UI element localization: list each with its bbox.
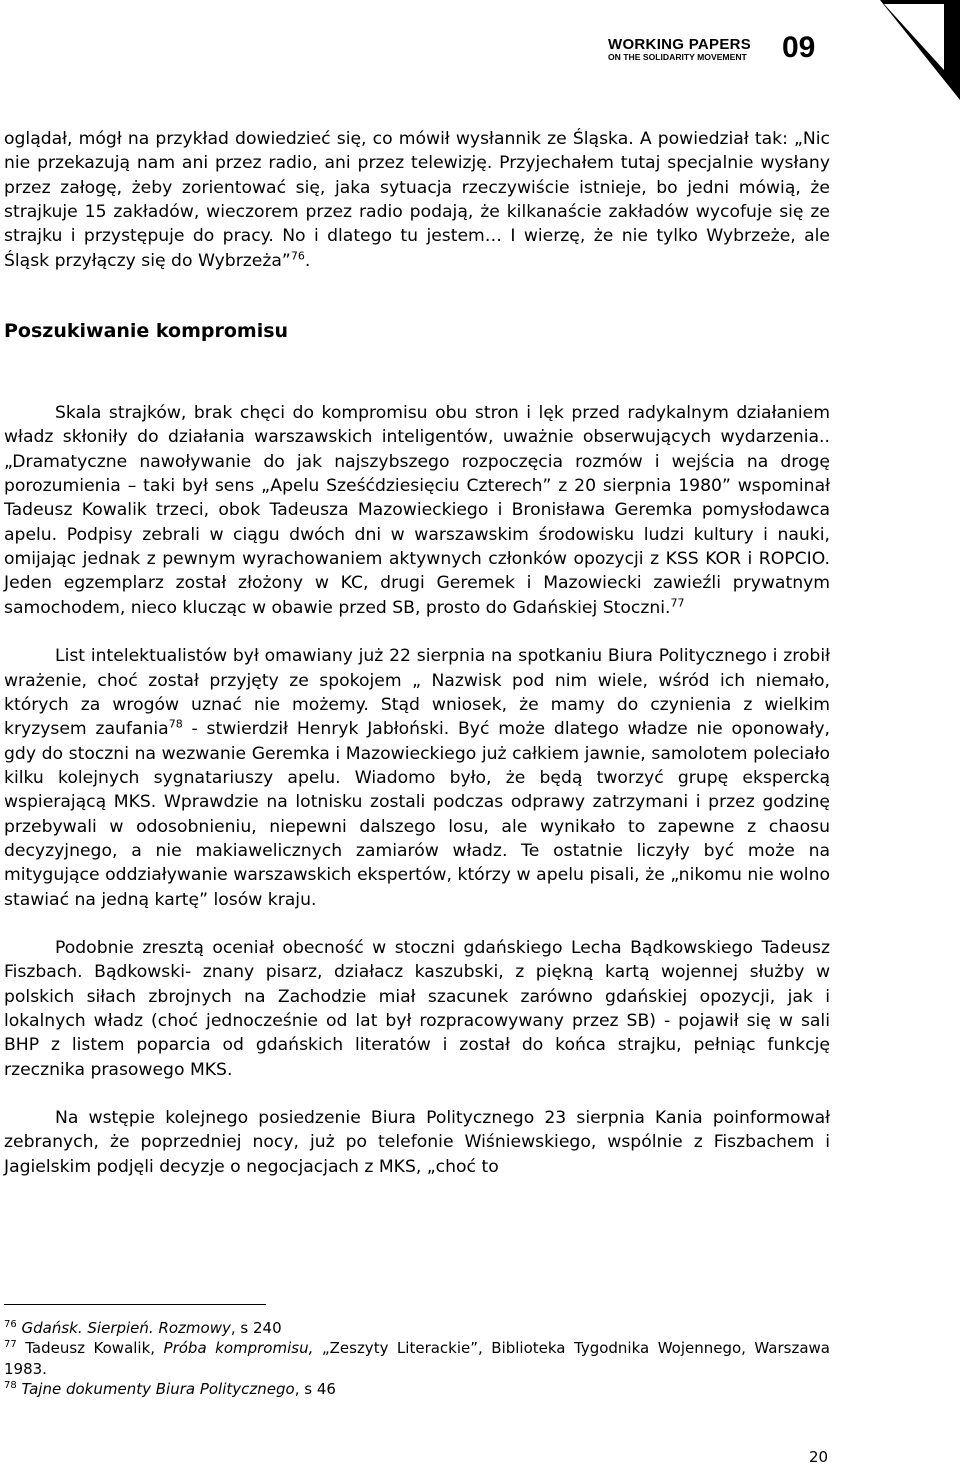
footnote-text: , s 46	[294, 1379, 336, 1398]
footnote-text: „Zeszyty Literackie”, Biblioteka Tygodnika Wojennego, Warszawa 1983.	[4, 1339, 830, 1378]
footnote-number: 77	[4, 1339, 17, 1351]
page-body	[4, 127, 830, 1179]
footnote-ref-78[interactable]: 78	[168, 717, 183, 731]
paragraph-text: oglądał, mógł na przykład dowiedzieć się, co mówił wysłannik ze Śląska. A powiedział tak: „Nic nie przekazują nam ani przez radio, ani przez telewizję. Przyjechałem tutaj specjalnie wysłany przez załogę, żeby zorientować się, jaka sytuacja rzeczywiście istnieje, bo jedni mówią, że strajkuje 15 zakładów, wieczorem przez radio podają, że kilkanaście zakładów wycofuje się ze strajku i przystępuje do pracy. No i dlatego tu jestem… I wierzę, że nie tylko Wybrzeże, ale Śląsk przyłączy się do Wybrzeża”	[4, 129, 830, 271]
footnote-number: 76	[4, 1319, 17, 1330]
footnotes	[4, 1318, 830, 1399]
footnote-78	[4, 1379, 830, 1399]
paragraph-text: List intelektualistów był omawiany już 22 sierpnia na spotkaniu Biura Politycznego i zrobił wrażenie, choć został przyjęty ze spokojem „ Nazwisk pod nim wiele, wśród ich niemało, których za wrogów uznać nie możemy. Stąd wniosek, że mamy do czynienia z wielkim kryzysem zaufania	[4, 646, 830, 740]
corner-triangle-icon	[880, 0, 960, 100]
paragraph: Podobnie zresztą oceniał obecność w stoczni gdańskiego Lecha Bądkowskiego Tadeusz Fiszbach. Bądkowski- znany pisarz, działacz kaszubski, z piękną kartą wojennej służby w polskich siłach zbrojnych na Zachodzie miał szacunek zarówno gdańskiej opozycji, jak i lokalnych władz (choć jednocześnie od lat był rozpracowywany przez SB) - pojawił się w sali BHP z listem poparcia od gdańskich literatów i został do końca strajku, pełniąc funkcję rzecznika prasowego MKS.	[4, 937, 830, 1080]
footnote-title: Tajne dokumenty Biura Politycznego	[21, 1379, 295, 1398]
footnote-text: Tadeusz Kowalik,	[25, 1339, 164, 1358]
paragraph-text: Skala strajków, brak chęci do kompromisu obu stron i lęk przed radykalnym działaniem władz skłoniły do działania warszawskich inteligentów, uważnie obserwujących wydarzenia.. „Dramatyczne nawoływanie do jak najszybszego rozpoczęcia rozmów i wejścia na drogę porozumienia – taki był sens „Apelu Sześćdziesięciu Czterech” z 20 sierpnia 1980” wspominał Tadeusz Kowalik trzeci, obok Tadeusza Mazowieckiego i Bronisława Geremka pomysłodawca apelu. Podpisy zebrali w ciągu dwóch dni w warszawskim środowisku ludzi kultury i nauki, omijając jednak z pewnym wyrachowaniem aktywnych członków opozycji z KSS KOR i ROPCIO. Jeden egzemplarz został złożony w KC, drugi Geremek i Mazowiecki zawieźli prywatnym samochodem, nieco klucząc w obawie przed SB, prosto do Gdańskiej Stoczni.	[4, 403, 830, 618]
footnote-title: Próba kompromisu,	[163, 1339, 314, 1358]
paragraph	[4, 401, 830, 620]
footnote-title: Gdańsk. Sierpień. Rozmowy	[21, 1319, 231, 1337]
section-heading: Poszukiwanie kompromisu	[4, 320, 289, 343]
issue-number: 09	[782, 31, 816, 64]
paragraph-tail: .	[304, 250, 311, 271]
paragraph: Na wstępie kolejnego posiedzenie Biura Politycznego 23 sierpnia Kania poinformował zebranych, że poprzedniej nocy, już po telefonie Wiśniewskiego, wspólnie z Fiszbachem i Jagielskim podjęli decyzje o negocjacjach z MKS, „choć to	[4, 1108, 830, 1177]
paragraph-text: - stwierdził Henryk Jabłoński. Być może dlatego władze nie oponowały, gdy do stoczni na wezwanie Geremka i Mazowieckiego już całkiem jawnie, samolotem poleciało kilku kolejnych sygnatariuszy apelu. Wiadomo było, że będą tworzyć grupę ekspercką wspierającą MKS. Wprawdzie na lotnisku zostali podczas odprawy zatrzymani i przez godzinę przebywali w odosobnieniu, niepewni dalszego losu, ale wynikało to zapewne z chaosu decyzyjnego, a nie makiawelicznych zamiarów władz. Te ostatnie liczyły być może na mitygujące oddziaływanie warszawskich ekspertów, którzy w apelu pisali, że „nikomu nie wolno stawiać na jedną kartę” losów kraju.	[4, 719, 831, 910]
page-header	[0, 0, 960, 100]
paragraph-continued	[4, 127, 830, 273]
page-number: 20	[809, 1448, 829, 1466]
footnote-76	[4, 1318, 830, 1338]
series-subtitle: ON THE SOLIDARITY MOVEMENT	[608, 52, 747, 62]
footnote-ref-77[interactable]: 77	[670, 596, 685, 610]
footnote-ref-76[interactable]: 76	[290, 248, 305, 262]
footnote-text: , s 240	[230, 1319, 282, 1337]
footnote-divider	[4, 1304, 266, 1305]
paragraph	[4, 644, 830, 912]
footnote-number: 78	[4, 1379, 17, 1391]
footnote-77	[4, 1338, 830, 1379]
series-title: WORKING PAPERS	[608, 36, 752, 53]
